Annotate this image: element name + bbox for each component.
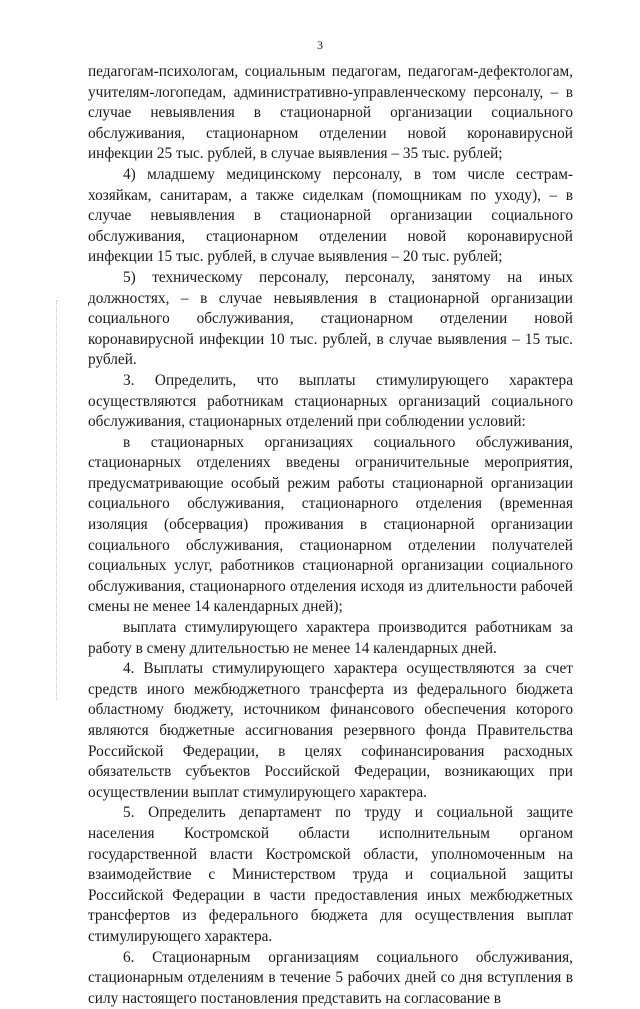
paragraph-condition-1: в стационарных организациях социального обслуживания, стационарных отделениях введены ограничительные мероприятия, предусматривающие особый режим работы стационарной организации социального обслуживания, стационарного отделения (временная изоляция (обсервация) проживания в стационарной организации социального обслуживания, стационарном отделении получателей социальных услуг, работников стационарной организации социального обслуживания, стационарного отделения исходя из длительности рабочей смены не менее 14 календарных дней);	[88, 433, 573, 616]
paragraph-condition-2: выплата стимулирующего характера производится работникам за работу в смену длительностью не менее 14 календарных дней.	[88, 619, 573, 657]
scan-margin-marks	[56, 300, 59, 700]
paragraph-item-5: 5) техническому персоналу, персоналу, занятому на иных должностях, – в случае невыявления в стационарной организации социального обслуживания, стационарном отделении новой коронавирусной инфекции 10 тыс. рублей, в случае выявления – 15 тыс. рублей.	[88, 268, 573, 369]
paragraph-item-4: 4) младшему медицинскому персоналу, в том числе сестрам-хозяйкам, санитарам, а также сиделкам (помощникам по уходу), – в случае невыявления в стационарной организации социального обслуживания, стационарном отделении новой коронавирусной инфекции 15 тыс. рублей, в случае выявления – 20 тыс. рублей;	[88, 165, 573, 266]
page-number: 3	[317, 38, 323, 52]
document-body	[88, 62, 573, 1009]
paragraph-section-5: 5. Определить департамент по труду и социальной защите населения Костромской области исполнительным органом государственной власти Костромской области, уполномоченным на взаимодействие с Министерством труда и социальной защиты Российской Федерации в части предоставления иных межбюджетных трансфертов из федерального бюджета для осуществления выплат стимулирующего характера.	[88, 804, 573, 945]
paragraph-section-3: 3. Определить, что выплаты стимулирующего характера осуществляются работникам стационарных организаций социального обслуживания, стационарных отделений при соблюдении условий:	[88, 371, 573, 431]
paragraph-section-4: 4. Выплаты стимулирующего характера осуществляются за счет средств иного межбюджетного трансферта из федерального бюджета областному бюджету, источником финансового обеспечения которого являются бюджетные ассигнования резервного фонда Правительства Российской Федерации, в целях софинансирования расходных обязательств субъектов Российской Федерации, возникающих при осуществлении выплат стимулирующего характера.	[88, 660, 573, 801]
paragraph-continuation: педагогам-психологам, социальным педагогам, педагогам-дефектологам, учителям-логопедам, административно-управленческому персоналу, – в случае невыявления в стационарной организации социального обслуживания, стационарном отделении новой коронавирусной инфекции 25 тыс. рублей, в случае выявления – 35 тыс. рублей;	[88, 63, 573, 163]
paragraph-section-6: 6. Стационарным организациям социального обслуживания, стационарным отделениям в течение 5 рабочих дней со дня вступления в силу настоящего постановления представить на согласование в	[88, 948, 573, 1007]
